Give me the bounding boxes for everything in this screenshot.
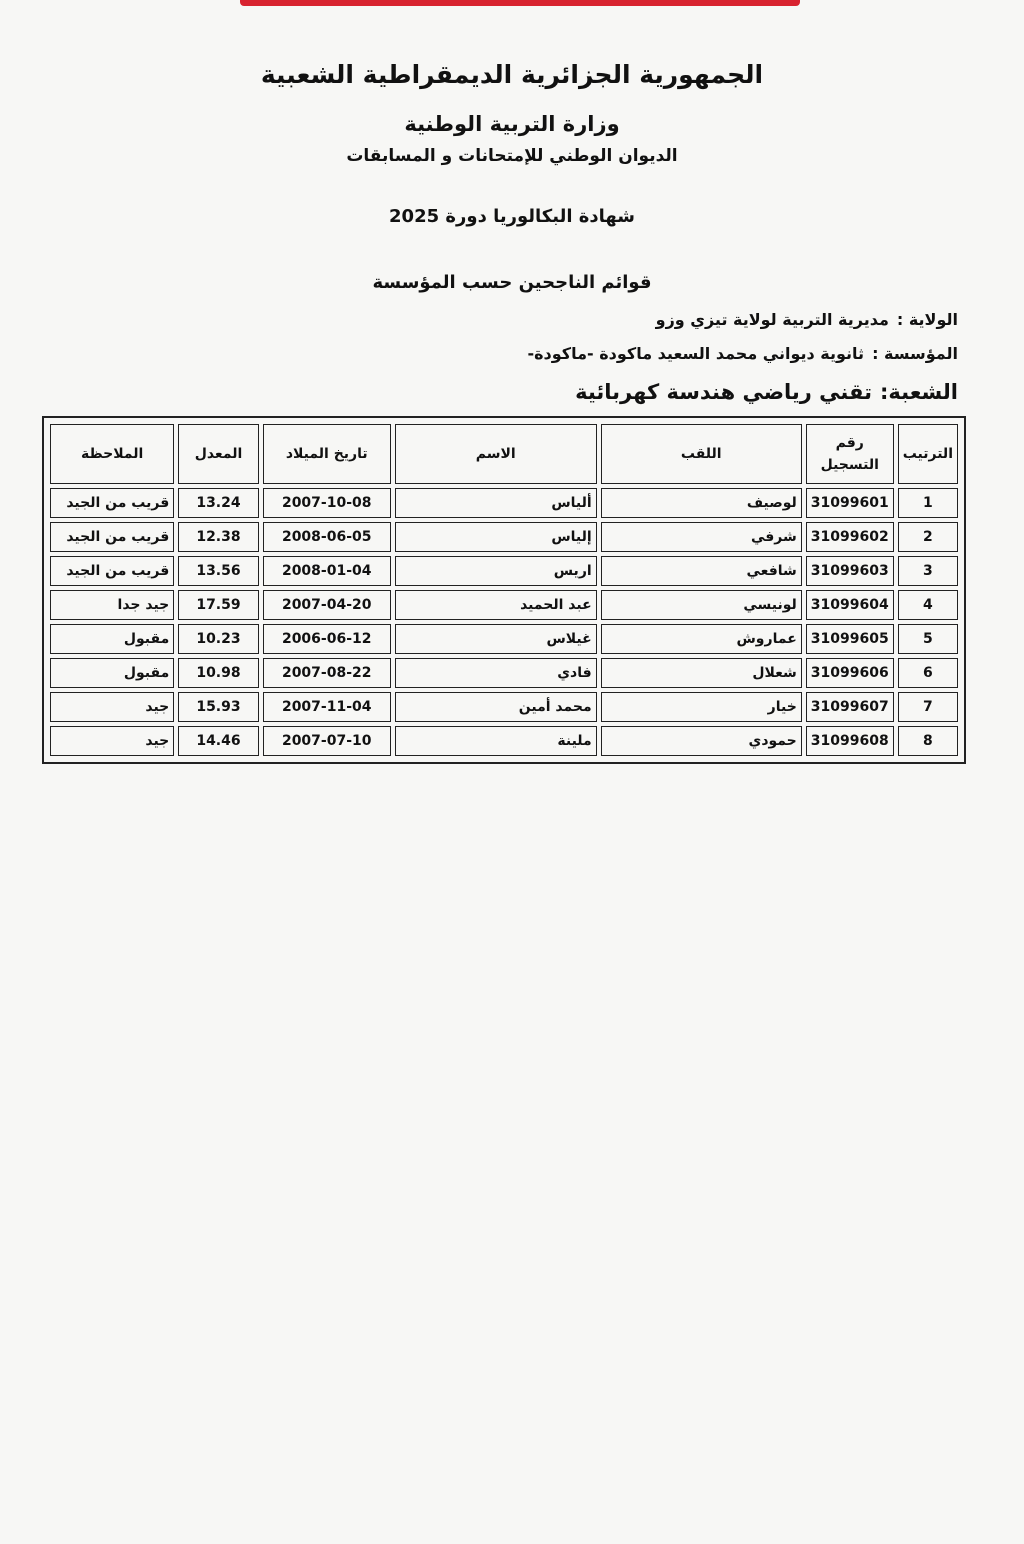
cell-average: 10.23 xyxy=(178,624,258,654)
cell-registration: 31099606 xyxy=(806,658,894,688)
cell-average: 10.98 xyxy=(178,658,258,688)
header-registration-line1: رقم xyxy=(835,435,864,451)
table-row xyxy=(50,488,958,518)
results-grid xyxy=(46,420,962,760)
cell-birth-date: 2007-07-10 xyxy=(263,726,391,756)
cell-rank: 1 xyxy=(898,488,958,518)
cell-name: ألياس xyxy=(395,488,597,518)
cell-surname: شرفي xyxy=(601,522,802,552)
stream-line xyxy=(575,380,958,404)
table-row xyxy=(50,692,958,722)
cell-note: جيد xyxy=(50,726,174,756)
cell-rank: 5 xyxy=(898,624,958,654)
cell-rank: 3 xyxy=(898,556,958,586)
list-title: قوائم الناجحين حسب المؤسسة xyxy=(372,272,652,293)
cell-average: 13.56 xyxy=(178,556,258,586)
header-registration xyxy=(806,424,894,484)
cell-birth-date: 2007-11-04 xyxy=(263,692,391,722)
cell-rank: 4 xyxy=(898,590,958,620)
header-rank: الترتيب xyxy=(898,424,958,484)
wilaya-line xyxy=(656,310,958,329)
header-name: الاسم xyxy=(395,424,597,484)
cell-surname: شعلال xyxy=(601,658,802,688)
cell-note: قريب من الجيد xyxy=(50,522,174,552)
cell-note: جيد xyxy=(50,692,174,722)
cell-name: اريس xyxy=(395,556,597,586)
cell-birth-date: 2008-06-05 xyxy=(263,522,391,552)
republic-title: الجمهورية الجزائرية الديمقراطية الشعبية xyxy=(260,60,764,89)
cell-registration: 31099605 xyxy=(806,624,894,654)
wilaya-label: الولاية : xyxy=(896,310,958,329)
stream-value: تقني رياضي هندسة كهربائية xyxy=(575,380,872,404)
ministry-title: وزارة التربية الوطنية xyxy=(404,112,620,136)
cell-note: مقبول xyxy=(50,658,174,688)
cell-note: مقبول xyxy=(50,624,174,654)
exam-title: شهادة البكالوريا دورة 2025 xyxy=(389,206,635,227)
cell-birth-date: 2008-01-04 xyxy=(263,556,391,586)
cell-registration: 31099608 xyxy=(806,726,894,756)
cell-registration: 31099607 xyxy=(806,692,894,722)
cell-surname: خيار xyxy=(601,692,802,722)
cell-average: 17.59 xyxy=(178,590,258,620)
cell-rank: 6 xyxy=(898,658,958,688)
cell-note: قريب من الجيد xyxy=(50,556,174,586)
cell-rank: 8 xyxy=(898,726,958,756)
office-title: الديوان الوطني للإمتحانات و المسابقات xyxy=(346,146,678,166)
header-registration-line2: التسجيل xyxy=(820,457,879,473)
cell-average: 12.38 xyxy=(178,522,258,552)
cell-registration: 31099603 xyxy=(806,556,894,586)
header-surname: اللقب xyxy=(601,424,802,484)
cell-surname: لوصيف xyxy=(601,488,802,518)
cell-name: إلياس xyxy=(395,522,597,552)
results-table xyxy=(42,416,966,764)
cell-birth-date: 2007-08-22 xyxy=(263,658,391,688)
cell-rank: 2 xyxy=(898,522,958,552)
table-row xyxy=(50,658,958,688)
cell-name: محمد أمين xyxy=(395,692,597,722)
cell-average: 13.24 xyxy=(178,488,258,518)
table-row xyxy=(50,522,958,552)
cell-name: عبد الحميد xyxy=(395,590,597,620)
table-row xyxy=(50,726,958,756)
cell-note: جيد جدا xyxy=(50,590,174,620)
institution-label: المؤسسة : xyxy=(872,344,958,363)
header-note: الملاحظة xyxy=(50,424,174,484)
cell-name: فادي xyxy=(395,658,597,688)
cell-registration: 31099601 xyxy=(806,488,894,518)
header-average: المعدل xyxy=(178,424,258,484)
cell-rank: 7 xyxy=(898,692,958,722)
cell-birth-date: 2007-04-20 xyxy=(263,590,391,620)
table-row xyxy=(50,556,958,586)
cell-surname: لونيسي xyxy=(601,590,802,620)
cell-name: ملينة xyxy=(395,726,597,756)
cell-note: قريب من الجيد xyxy=(50,488,174,518)
cell-name: غيلاس xyxy=(395,624,597,654)
table-row xyxy=(50,624,958,654)
cell-birth-date: 2006-06-12 xyxy=(263,624,391,654)
cell-registration: 31099602 xyxy=(806,522,894,552)
cell-registration: 31099604 xyxy=(806,590,894,620)
institution-line xyxy=(527,344,958,363)
table-header-row xyxy=(50,424,958,484)
header-birth-date: تاريخ الميلاد xyxy=(263,424,391,484)
table-row xyxy=(50,590,958,620)
cell-surname: حمودي xyxy=(601,726,802,756)
institution-value: ثانوية ديواني محمد السعيد ماكودة -ماكودة- xyxy=(527,344,865,363)
wilaya-value: مديرية التربية لولاية تيزي وزو xyxy=(655,310,889,329)
cell-surname: شافعي xyxy=(601,556,802,586)
cell-average: 14.46 xyxy=(178,726,258,756)
top-color-band xyxy=(240,0,800,6)
cell-average: 15.93 xyxy=(178,692,258,722)
stream-label: الشعبة: xyxy=(879,380,958,404)
cell-surname: عماروش xyxy=(601,624,802,654)
cell-birth-date: 2007-10-08 xyxy=(263,488,391,518)
